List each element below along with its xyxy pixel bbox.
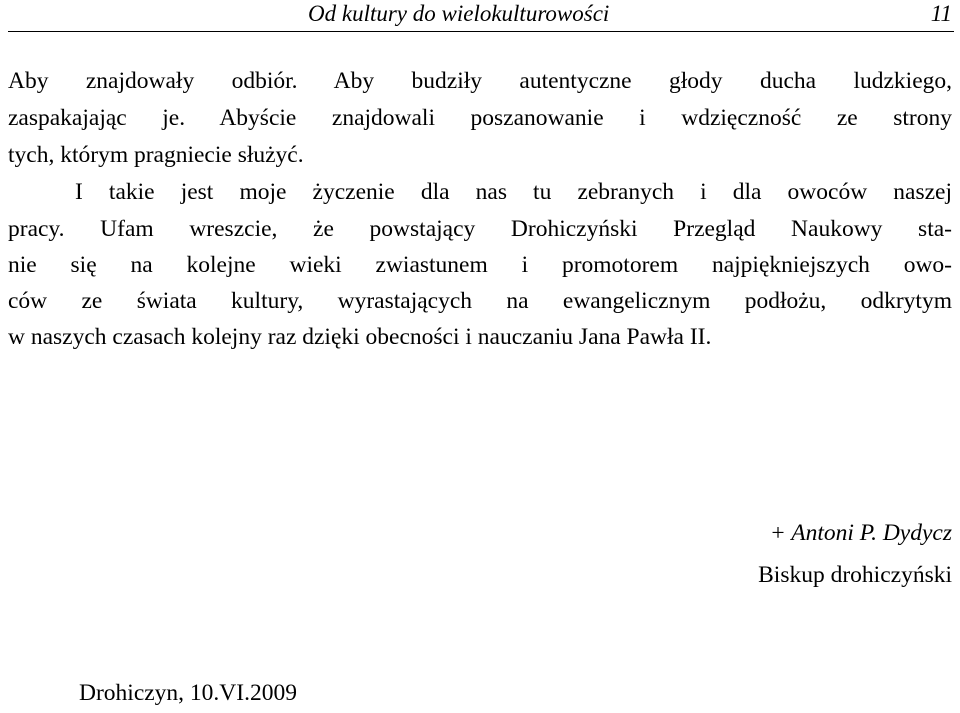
paragraph-1-line-2: zaspakajając je. Abyście znajdowali poszanowanie i wdzięczność ze strony [8,105,952,131]
paragraph-1-line-3: tych, którym pragniecie służyć. [8,142,304,168]
paragraph-2-line-5: w naszych czasach kolejny raz dzięki obecności i nauczaniu Jana Pawła II. [8,324,712,350]
paragraph-1-line-1: Aby znajdowały odbiór. Aby budziły autentyczne głody ducha ludzkiego, [8,68,952,94]
header-title: Od kultury do wielokulturowości [308,1,610,26]
running-header [8,0,954,32]
paragraph-2-line-4: ców ze świata kultury, wyrastających na ewangelicznym podłożu, odkrytym [8,288,952,314]
signature-title: Biskup drohiczyński [758,562,952,588]
paragraph-2-line-2: pracy. Ufam wreszcie, że powstający Drohiczyński Przegląd Naukowy sta- [8,216,952,242]
signature-name: + Antoni P. Dydycz [769,520,952,546]
paragraph-2-line-3: nie się na kolejne wieki zwiastunem i promotorem najpiękniejszych owo- [8,252,952,278]
place-and-date: Drohiczyn, 10.VI.2009 [79,680,297,706]
paragraph-2-line-1: I takie jest moje życzenie dla nas tu zebranych i dla owoców naszej [75,179,952,205]
page-number: 11 [930,1,952,26]
